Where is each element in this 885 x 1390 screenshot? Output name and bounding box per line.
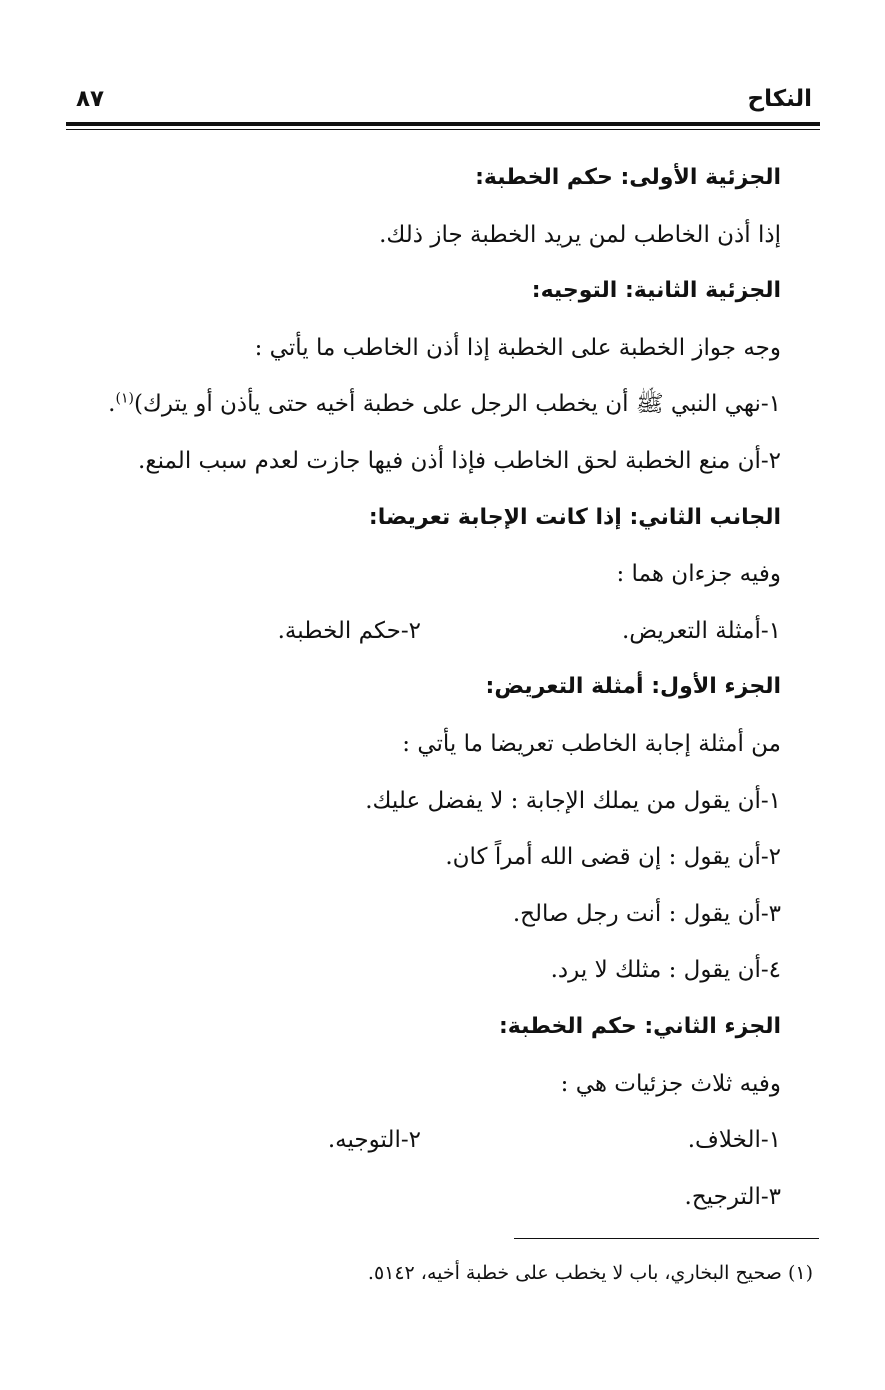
- two-column-list: [66, 603, 781, 660]
- list-item: ١-أمثلة التعريض.: [621, 617, 781, 644]
- list-item: ٣-الترجيح.: [684, 1183, 781, 1210]
- page-number: ٨٧: [76, 86, 105, 112]
- list-item: ٤-أن يقول : مثلك لا يرد.: [550, 957, 781, 984]
- list-item: ٢-أن منع الخطبة لحق الخاطب فإذا أذن فيها جازت لعدم سبب المنع.: [138, 447, 781, 474]
- list-item: ١-الخلاف.: [687, 1127, 781, 1154]
- list-item: ٢-أن يقول : إن قضى الله أمراً كان.: [445, 844, 781, 871]
- page-body: [66, 150, 781, 1225]
- two-column-list: [66, 1112, 781, 1169]
- paragraph: وفيه جزءان هما :: [616, 561, 781, 588]
- list-item: ٣-أن يقول : أنت رجل صالح.: [512, 900, 781, 927]
- footnote: (١) صحيح البخاري، باب لا يخطب على خطبة أخيه، ٥١٤٢.: [367, 1262, 813, 1284]
- footnote-reference[interactable]: (١): [115, 390, 134, 407]
- section-heading: الجزء الأول: أمثلة التعريض:: [485, 674, 781, 700]
- section-heading: الجزئية الثانية: التوجيه:: [531, 278, 781, 304]
- list-item: [66, 376, 781, 433]
- header-rule-thin: [66, 129, 820, 130]
- list-item: ٢-التوجيه.: [327, 1127, 421, 1154]
- list-item: ١-أن يقول من يملك الإجابة : لا يفضل عليك.: [365, 787, 781, 814]
- paragraph: وجه جواز الخطبة على الخطبة إذا أذن الخاطب ما يأتي :: [254, 334, 781, 361]
- section-heading: الجزئية الأولى: حكم الخطبة:: [475, 165, 781, 190]
- page-header: [66, 80, 818, 120]
- paragraph: إذا أذن الخاطب لمن يريد الخطبة جاز ذلك.: [379, 221, 781, 248]
- footnote-divider: [514, 1238, 819, 1239]
- list-item: ٢-حكم الخطبة.: [277, 617, 421, 644]
- paragraph: من أمثلة إجابة الخاطب تعريضا ما يأتي :: [402, 730, 781, 757]
- paragraph: وفيه ثلاث جزئيات هي :: [560, 1070, 781, 1097]
- section-heading: الجانب الثاني: إذا كانت الإجابة تعريضا:: [368, 504, 781, 530]
- section-heading: الجزء الثاني: حكم الخطبة:: [498, 1013, 781, 1039]
- list-item-text: ١-نهي النبي ﷺ أن يخطب الرجل على خطبة أخيه حتى يأذن أو يترك): [133, 391, 781, 418]
- chapter-title: النكاح: [747, 86, 812, 112]
- list-item-end: .: [108, 391, 116, 418]
- header-rule-thick: [66, 122, 820, 126]
